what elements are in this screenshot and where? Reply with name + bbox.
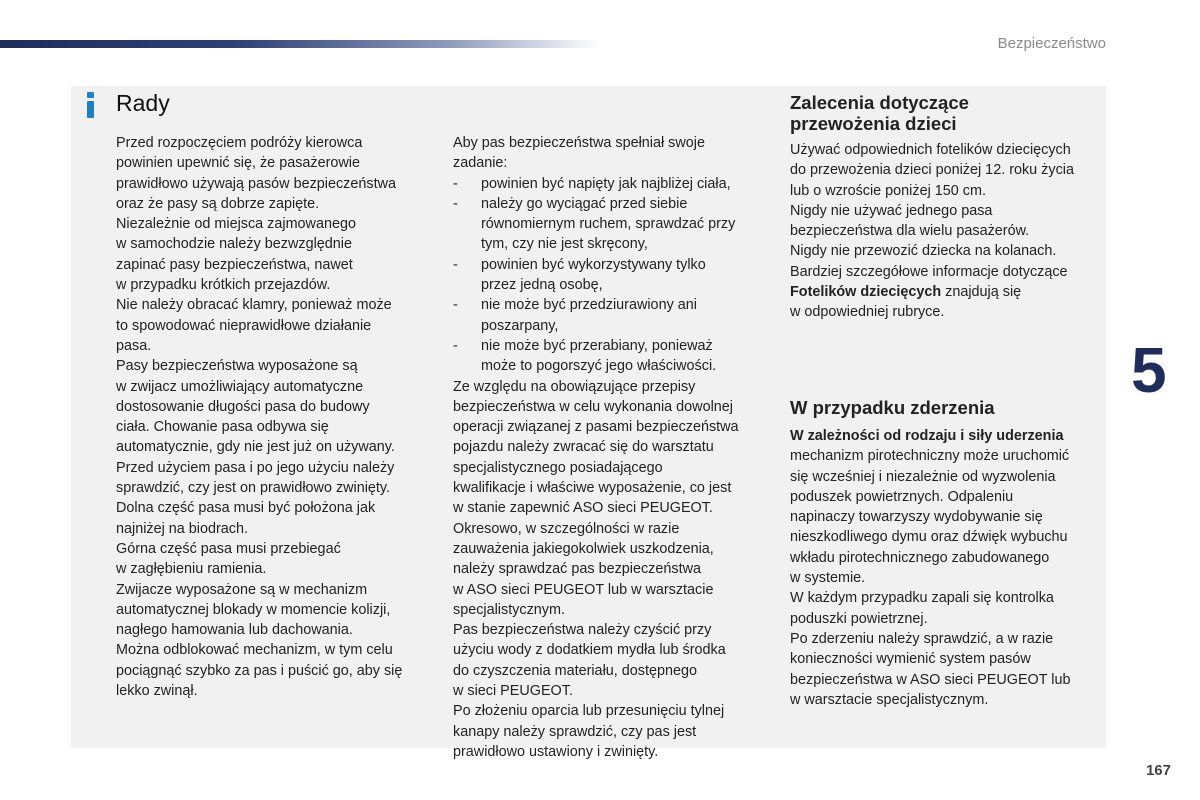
text-line: Niezależnie od miejsca zajmowanego [116,216,356,233]
text-line: w zwijacz umożliwiający automatyczne [116,378,364,395]
text-line: automatycznie, gdy nie jest już on używany. [116,439,395,456]
list-item [453,336,763,377]
text-line: oraz że pasy są dobrze zapięte. [116,195,320,212]
tips-heading: Rady [116,90,170,116]
text-line: Nigdy nie przewozić dziecka na kolanach. [790,243,1057,260]
collision-heading: W przypadku zderzenia [790,397,995,418]
text-line: bezpieczeństwa dla wielu pasażerów. [790,223,1030,240]
text-line: - należy go wyciągać przed siebie [481,195,688,212]
text-line: lekko zwinął. [116,683,198,700]
text-line [790,282,1105,302]
text-line: przez jedną osobę, [481,277,603,294]
text-line: bezpieczeństwa w celu wykonania dowolnej [453,398,733,415]
text-line: dostosowanie długości pasa do budowy [116,398,370,415]
child-seats-reference: Fotelików dziecięcych [790,284,942,301]
tips-column-2 [453,133,763,762]
text-line: Po zderzeniu należy sprawdzić, a w razie [790,630,1054,647]
text-line: pociągnąć szybko za pas i puścić go, aby się [116,662,403,679]
header-gradient-bar [0,40,600,48]
text-fragment: znajdują się [941,284,1022,301]
text-line: W każdym przypadku zapali się kontrolka [790,590,1054,607]
text-line: Aby pas bezpieczeństwa spełniał swoje [453,135,705,151]
text-line: najniżej na biodrach. [116,520,249,537]
text-line: w sieci PEUGEOT. [453,683,573,700]
text-line: w warsztacie specjalistycznym. [790,691,989,708]
text-line: do czyszczenia materiału, dostępnego [453,662,697,679]
text-line: zapinać pasy bezpieczeństwa, nawet [116,256,353,273]
text-line: konieczności wymienić system pasów [790,651,1031,668]
text-line: ciała. Chowanie pasa odbywa się [116,419,329,436]
text-line: Pas bezpieczeństwa należy czyścić przy [453,622,712,639]
text-line: w ASO sieci PEUGEOT lub w warsztacie [453,581,714,598]
text-line: w przypadku krótkich przejazdów. [116,277,331,294]
text-line: Nie należy obracać klamry, ponieważ może [116,297,392,314]
text-line: nieszkodliwego dymu oraz dźwięk wybuchu [790,529,1068,546]
text-line: poszarpany, [481,317,559,334]
text-line: Zwijacze wyposażone są w mechanizm [116,581,368,598]
text-line: Używać odpowiednich fotelików dziecięcych [790,142,1071,158]
text-line: wkładu pirotechnicznego zabudowanego [790,549,1050,566]
text-line: bezpieczeństwa w ASO sieci PEUGEOT lub [790,671,1071,688]
text-line: w samochodzie należy bezwzględnie [116,236,352,253]
text-line: Przed rozpoczęciem podróży kierowca [116,135,363,151]
text-line: - nie może być przedziurawiony ani [481,297,697,314]
list-item [453,174,763,194]
list-item [453,295,763,336]
text-line: Pasy bezpieczeństwa wyposażone są [116,358,358,375]
chapter-number: 5 [1131,334,1167,406]
text-line: to spowodować nieprawidłowe działanie [116,317,372,334]
text-line: w zagłębieniu ramienia. [116,561,267,578]
text-line: Bardziej szczegółowe informacje dotyczące [790,263,1068,280]
page-number: 167 [1145,762,1171,779]
text-line: do przewożenia dzieci poniżej 12. roku życia [790,162,1074,179]
text-line: w stanie zapewnić ASO sieci PEUGEOT. [453,500,713,517]
text-line: Okresowo, w szczególności w razie [453,520,680,537]
text-line: równomiernym ruchem, sprawdzać przy [481,216,736,233]
text-line: Można odblokować mechanizm, w tym celu [116,642,393,659]
text-line: w odpowiedniej rubryce. [790,304,945,321]
tips-column-1 [116,133,436,701]
text-line: lub o wzroście poniżej 150 cm. [790,182,986,199]
text-line: zauważenia jakiegokolwiek uszkodzenia, [453,540,714,557]
text-line: Nigdy nie używać jednego pasa [790,202,993,219]
text-line: - powinien być wykorzystywany tylko [481,256,706,273]
text-line: sprawdzić, czy jest on prawidłowo zwinięty. [116,480,391,497]
text-line: - powinien być napięty jak najbliżej ciała, [481,175,731,192]
text-line: Górna część pasa musi przebiegać [116,540,341,557]
text-line: nagłego hamowania lub dachowania. [116,622,353,639]
text-line: - nie może być przerabiany, ponieważ [481,337,713,354]
list-item [453,255,763,296]
text-line: mechanizm pirotechniczny może uruchomić [790,448,1070,465]
text-line: poduszki powietrznej. [790,610,928,627]
bold-lead: W zależności od rodzaju i siły uderzenia [790,428,1064,444]
text-line: należy sprawdzać pas bezpieczeństwa [453,561,701,578]
heading-line: Zalecenia dotyczące [790,92,969,113]
heading-line: przewożenia dzieci [790,113,957,134]
text-line: w systemie. [790,570,866,587]
text-line: Ze względu na obowiązujące przepisy [453,378,696,395]
collision-text [790,426,1105,710]
text-line: Po złożeniu oparcia lub przesunięciu tylnej [453,703,725,720]
list-item [453,194,763,255]
text-line: powinien upewnić się, że pasażerowie [116,155,360,172]
text-line: automatycznej blokady w momencie kolizji, [116,601,391,618]
text-line: Przed użyciem pasa i po jego użyciu należy [116,459,395,476]
text-line: kanapy należy sprawdzić, czy pas jest [453,723,697,740]
text-line [790,426,1105,446]
text-line: Dolna część pasa musi być położona jak [116,500,376,517]
text-line: pasa. [116,337,152,354]
text-line: poduszek powietrznych. Odpaleniu [790,488,1014,505]
text-line: pojazdu należy zwracać się do warsztatu [453,439,714,456]
text-line: operacji związanej z pasami bezpieczeństwa [453,419,739,436]
text-line: prawidłowo używają pasów bezpieczeństwa [116,175,396,192]
info-icon [86,92,96,118]
text-line: prawidłowo ustawiony i zwinięty. [453,743,659,760]
text-line: zadanie: [453,155,508,172]
text-line: specjalistycznego posiadającego [453,459,663,476]
text-line: napinaczy towarzyszy wydobywanie się [790,509,1043,526]
text-line: się wcześniej i niezależnie od wyzwolenia [790,468,1056,485]
children-heading [790,92,1090,134]
text-line: użyciu wody z dodatkiem mydła lub środka [453,642,726,659]
text-line: specjalistycznym. [453,601,565,618]
text-line: może to pogorszyć jego właściwości. [481,358,717,375]
children-text [790,140,1105,323]
text-line: kwalifikacje i właściwe wyposażenie, co jest [453,480,732,497]
section-title: Bezpieczeństwo [997,35,1106,52]
text-line: tym, czy nie jest skręcony, [481,236,648,253]
